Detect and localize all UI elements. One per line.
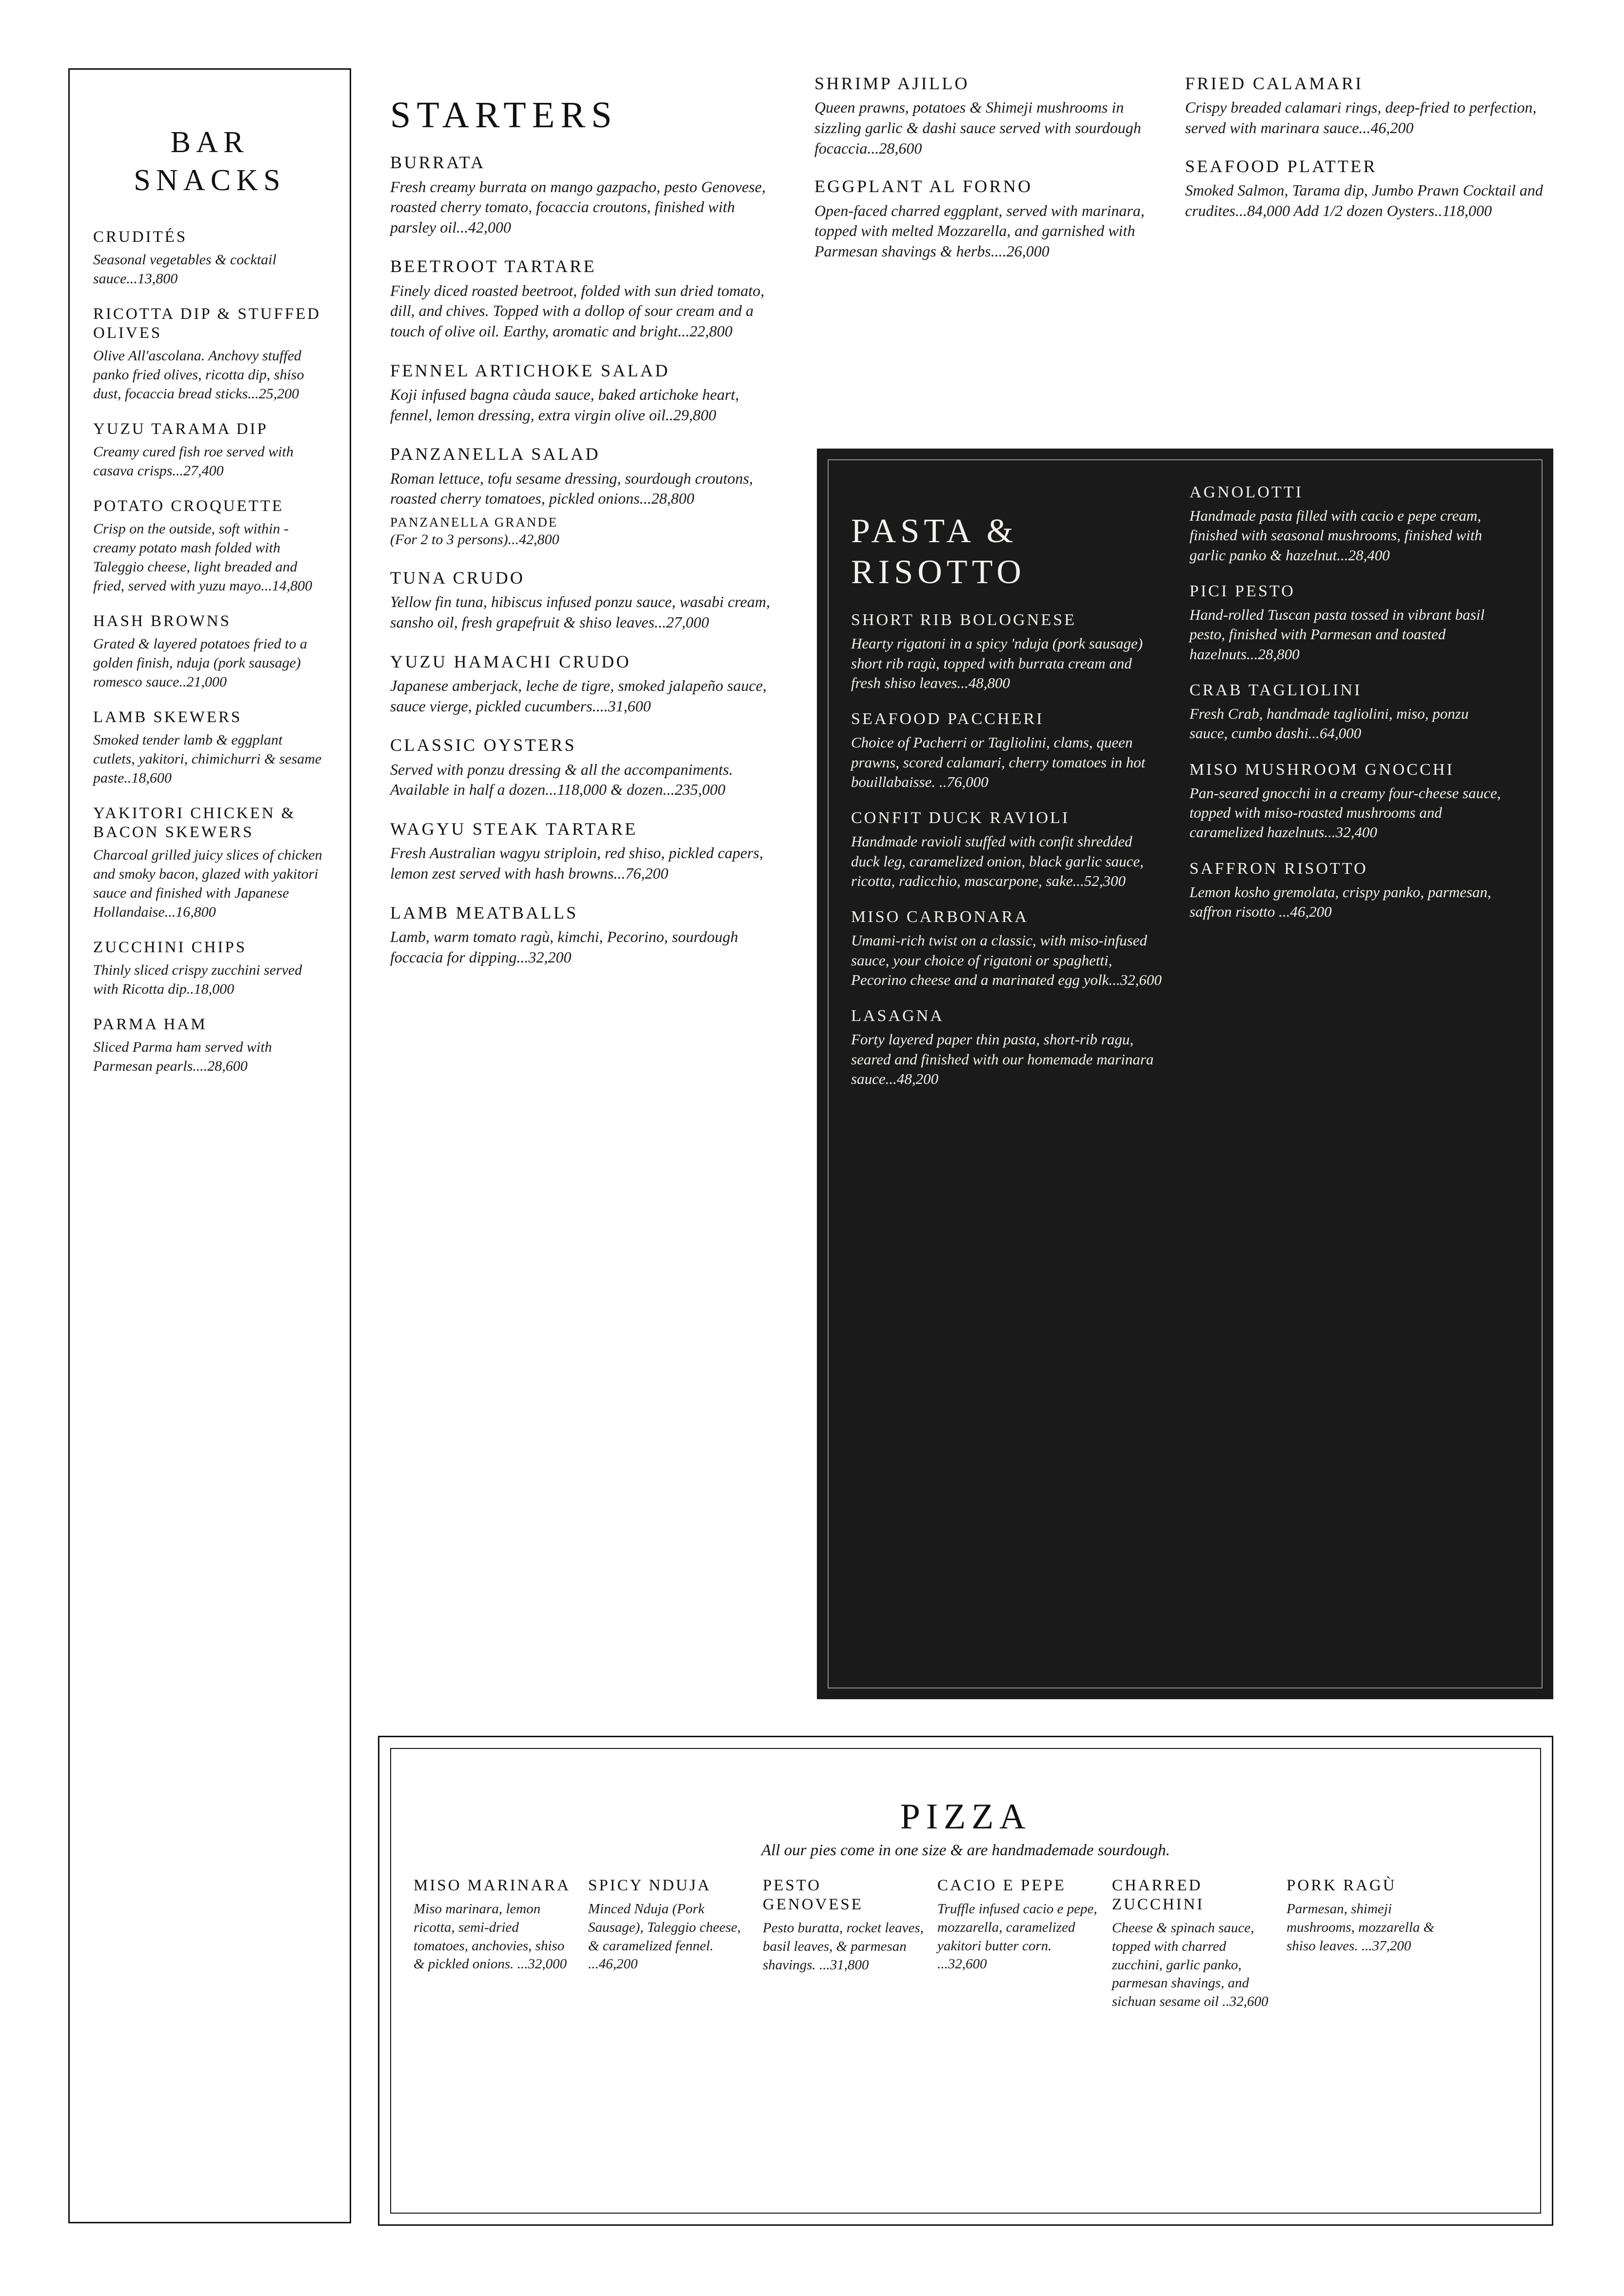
menu-item-desc: Yellow fin tuna, hibiscus infused ponzu sauce, wasabi cream, sansho oil, fresh grapefruit & shiso leaves...27,000: [390, 593, 770, 631]
menu-item-name: YAKITORI CHICKEN & BACON SKEWERS: [93, 805, 296, 841]
menu-item: [588, 1876, 749, 1974]
menu-item-desc: Thinly sliced crispy zucchini served with Ricotta dip..18,000: [93, 962, 302, 997]
menu-item: [93, 708, 326, 787]
menu-item-desc: Charcoal grilled juicy slices of chicken and smoky bacon, glazed with yakitori sauce and finished with Japanese Hollandaise...16,800: [93, 846, 322, 920]
menu-item-variant-desc: (For 2 to 3 persons)...42,800: [390, 531, 559, 548]
menu-item-name: YUZU HAMACHI CRUDO: [390, 651, 631, 671]
menu-item: [937, 1876, 1098, 1974]
menu-item-name: MISO CARBONARA: [851, 908, 1029, 926]
menu-item: [1189, 859, 1506, 922]
starters-column-3: [814, 73, 1170, 279]
menu-item: [1189, 760, 1506, 843]
menu-item-name: PARMA HAM: [93, 1015, 207, 1033]
menu-item-name: RICOTTA DIP & STUFFED OLIVES: [93, 305, 321, 342]
menu-item-desc: Lamb, warm tomato ragù, kimchi, Pecorino, sourdough foccacia for dipping...32,200: [390, 927, 738, 966]
pizza-section: [378, 1736, 1553, 2226]
menu-item-desc: Queen prawns, potatoes & Shimeji mushrooms in sizzling garlic & dashi sauce served with sourdough focaccia...28,600: [814, 98, 1141, 157]
menu-item-desc: Handmade ravioli stuffed with confit shredded duck leg, caramelized onion, black garlic sauce, ricotta, radicchio, mascarpone, sake...52,300: [851, 833, 1144, 889]
menu-item-desc: Fresh Australian wagyu striploin, red shiso, pickled capers, lemon zest served with hash browns...76,200: [390, 844, 763, 882]
menu-item-desc: Sliced Parma ham served with Parmesan pearls....28,600: [93, 1039, 272, 1074]
starters-column-4: [1185, 73, 1556, 238]
menu-item: [1185, 73, 1556, 138]
menu-item-name: BURRATA: [390, 153, 486, 173]
pizza-grid: [414, 1876, 1518, 2011]
menu-item-desc: Smoked Salmon, Tarama dip, Jumbo Prawn Cocktail and crudites...84,000 Add 1/2 dozen Oysters..118,000: [1185, 181, 1543, 219]
menu-item-desc: Choice of Pacherri or Tagliolini, clams, queen prawns, scored calamari, cherry tomatoes in hot bouillabaisse. ..76,000: [851, 734, 1146, 790]
menu-item-name: CONFIT DUCK RAVIOLI: [851, 809, 1070, 827]
menu-item-name: SHORT RIB BOLOGNESE: [851, 611, 1077, 629]
menu-item-name: LAMB SKEWERS: [93, 708, 242, 726]
menu-item: [1287, 1876, 1447, 1955]
menu-item: [851, 907, 1163, 990]
menu-item-desc: Fresh creamy burrata on mango gazpacho, pesto Genovese, roasted cherry tomato, focaccia croutons, finished with parsley oil...42,000: [390, 177, 766, 236]
menu-item-desc: Minced Nduja (Pork Sausage), Taleggio cheese, & caramelized fennel. ...46,200: [588, 1901, 741, 1972]
menu-item-desc: Served with ponzu dressing & all the accompaniments. Available in half a dozen...118,000 & dozen...235,000: [390, 760, 733, 799]
menu-item-name: CHARRED ZUCCHINI: [1112, 1877, 1205, 1914]
menu-item-desc: Smoked tender lamb & eggplant cutlets, yakitori, chimichurri & sesame paste..18,600: [93, 732, 322, 786]
menu-item-name: SEAFOOD PLATTER: [1185, 156, 1377, 176]
pizza-title: PIZZA: [900, 1797, 1031, 1837]
menu-item-name: BEETROOT TARTARE: [390, 256, 596, 276]
menu-item: [390, 568, 775, 633]
menu-item-name: POTATO CROQUETTE: [93, 497, 284, 515]
pizza-subtitle: All our pies come in one size & are handmademade sourdough.: [761, 1842, 1170, 1860]
menu-item-name: AGNOLOTTI: [1189, 483, 1304, 501]
pasta-column-right: [1189, 483, 1506, 938]
menu-item-desc: Grated & layered potatoes fried to a golden finish, nduja (pork sausage) romesco sauce..21,000: [93, 636, 307, 690]
menu-item: [390, 819, 775, 884]
menu-item-desc: Pan-seared gnocchi in a creamy four-cheese sauce, topped with miso-roasted mushrooms and caramelized hazelnuts...32,400: [1189, 784, 1501, 841]
menu-item-desc: Handmade pasta filled with cacio e pepe cream, finished with seasonal mushrooms, finished with garlic panko & hazelnut...28,400: [1189, 507, 1482, 564]
menu-item-name: PESTO GENOVESE: [763, 1877, 863, 1914]
menu-item-desc: Cheese & spinach sauce, topped with charred zucchini, garlic panko, parmesan shavings, and sichuan sesame oil ..32,600: [1112, 1920, 1268, 2010]
menu-item-desc: Japanese amberjack, leche de tigre, smoked jalapeño sauce, sauce vierge, pickled cucumbers....31,600: [390, 677, 767, 715]
menu-item-name: FRIED CALAMARI: [1185, 74, 1364, 93]
menu-item-desc: Creamy cured fish roe served with casava crisps...27,400: [93, 444, 294, 479]
menu-item-name: CRUDITÉS: [93, 228, 188, 246]
menu-item-name: TUNA CRUDO: [390, 568, 525, 588]
menu-item-name: ZUCCHINI CHIPS: [93, 938, 247, 956]
menu-item-name: PORK RAGÙ: [1287, 1877, 1397, 1895]
menu-item: [390, 152, 775, 237]
menu-item-name: CACIO E PEPE: [937, 1877, 1066, 1895]
menu-item: [93, 420, 326, 480]
menu-item: [1185, 156, 1556, 221]
pasta-risotto-title: PASTA & RISOTTO: [851, 512, 1026, 591]
menu-item-desc: Fresh Crab, handmade tagliolini, miso, ponzu sauce, cumbo dashi...64,000: [1189, 705, 1469, 742]
menu-item: [390, 256, 775, 341]
menu-item-name: SAFFRON RISOTTO: [1189, 859, 1368, 878]
menu-item: [1189, 681, 1506, 744]
menu-item: [93, 305, 326, 403]
menu-item-name: LASAGNA: [851, 1007, 945, 1025]
menu-item-desc: Roman lettuce, tofu sesame dressing, sourdough croutons, roasted cherry tomatoes, pickled onions...28,800: [390, 469, 753, 508]
menu-item-name: CLASSIC OYSTERS: [390, 735, 576, 755]
pasta-column-left: [851, 483, 1163, 1105]
menu-item: [1112, 1876, 1273, 2011]
menu-item: [1189, 582, 1506, 664]
menu-item-desc: Koji infused bagna càuda sauce, baked artichoke heart, fennel, lemon dressing, extra virgin olive oil..29,800: [390, 386, 739, 424]
menu-item: [1189, 483, 1506, 565]
menu-item-desc: Seasonal vegetables & cocktail sauce...13,800: [93, 252, 277, 287]
pizza-inner-frame: [390, 1748, 1541, 2214]
menu-item-name: CRAB TAGLIOLINI: [1189, 681, 1362, 699]
menu-item-name: WAGYU STEAK TARTARE: [390, 819, 638, 839]
pasta-inner-frame: [828, 459, 1543, 1688]
menu-item-desc: Crispy breaded calamari rings, deep-fried to perfection, served with marinara sauce...46,200: [1185, 98, 1537, 137]
bar-snacks-section: [68, 68, 351, 2223]
menu-item-desc: Truffle infused cacio e pepe, mozzarella, caramelized yakitori butter corn. ...32,600: [937, 1901, 1097, 1972]
menu-item: [93, 228, 326, 288]
menu-item-name: YUZU TARAMA DIP: [93, 420, 268, 438]
menu-item-name: MISO MUSHROOM GNOCCHI: [1189, 760, 1454, 779]
menu-item-desc: Lemon kosho gremolata, crispy panko, parmesan, saffron risotto ...46,200: [1189, 883, 1491, 921]
menu-item-desc: Parmesan, shimeji mushrooms, mozzarella & shiso leaves. ...37,200: [1287, 1901, 1435, 1954]
menu-item-name: SPICY NDUJA: [588, 1877, 712, 1895]
menu-item: [93, 804, 326, 922]
menu-item: [851, 1006, 1163, 1089]
menu-item-name: LAMB MEATBALLS: [390, 903, 578, 922]
menu-item-name: SEAFOOD PACCHERI: [851, 710, 1044, 728]
menu-item: [390, 360, 775, 426]
menu-item: [93, 497, 326, 595]
menu-item-name: FENNEL ARTICHOKE SALAD: [390, 360, 670, 380]
menu-item-variant-name: PANZANELLA GRANDE: [390, 514, 558, 530]
starters-title: STARTERS: [390, 95, 618, 136]
menu-item: [851, 709, 1163, 792]
menu-item-name: HASH BROWNS: [93, 612, 231, 630]
menu-item: [93, 938, 326, 999]
menu-item-desc: Hand-rolled Tuscan pasta tossed in vibrant basil pesto, finished with Parmesan and toasted hazelnuts...28,800: [1189, 606, 1485, 663]
bar-snacks-title: BAR SNACKS: [134, 126, 286, 197]
menu-item-desc: Finely diced roasted beetroot, folded with sun dried tomato, dill, and chives. Topped with a dollop of sour cream and a touch of olive oil. Earthy, aromatic and bright...22,800: [390, 281, 765, 340]
menu-item-desc: Hearty rigatoni in a spicy 'nduja (pork sausage) short rib ragù, topped with burrata cream and fresh shiso leaves...48,800: [851, 635, 1143, 691]
menu-item: [814, 176, 1170, 261]
starters-section: [390, 63, 775, 986]
menu-item-name: PANZANELLA SALAD: [390, 444, 600, 464]
menu-item: [390, 735, 775, 800]
menu-item: [814, 73, 1170, 158]
menu-item-desc: Miso marinara, lemon ricotta, semi-dried tomatoes, anchovies, shiso & pickled onions. ...32,000: [414, 1901, 567, 1972]
pasta-risotto-section: [817, 449, 1553, 1699]
menu-item-name: EGGPLANT AL FORNO: [814, 177, 1033, 196]
menu-item-desc: Olive All'ascolana. Anchovy stuffed panko fried olives, ricotta dip, shiso dust, focaccia bread sticks...25,200: [93, 348, 304, 402]
menu-item: [390, 651, 775, 717]
menu-item: [851, 610, 1163, 693]
menu-item: [851, 808, 1163, 891]
menu-item-desc: Pesto buratta, rocket leaves, basil leaves, & parmesan shavings. ...31,800: [763, 1920, 924, 1973]
menu-item: [390, 444, 775, 549]
menu-item-desc: Forty layered paper thin pasta, short-rib ragu, seared and finished with our homemade marinara sauce...48,200: [851, 1031, 1154, 1087]
menu-item: [93, 1015, 326, 1076]
menu-item: [390, 903, 775, 968]
menu-item-name: PICI PESTO: [1189, 582, 1295, 600]
menu-item: [763, 1876, 924, 1974]
menu-item: [414, 1876, 574, 1974]
menu-item-name: SHRIMP AJILLO: [814, 74, 970, 93]
menu-item-desc: Open-faced charred eggplant, served with marinara, topped with melted Mozzarella, and garnished with Parmesan shavings & herbs....26,000: [814, 201, 1145, 260]
menu-item: [93, 612, 326, 691]
menu-item-name: MISO MARINARA: [414, 1877, 571, 1895]
menu-item-desc: Umami-rich twist on a classic, with miso-infused sauce, your choice of rigatoni or spaghetti, Pecorino cheese and a marinated egg yolk...32,600: [851, 932, 1162, 988]
menu-item-desc: Crisp on the outside, soft within - creamy potato mash folded with Taleggio cheese, light breaded and fried, served with yuzu mayo...14,800: [93, 521, 313, 594]
